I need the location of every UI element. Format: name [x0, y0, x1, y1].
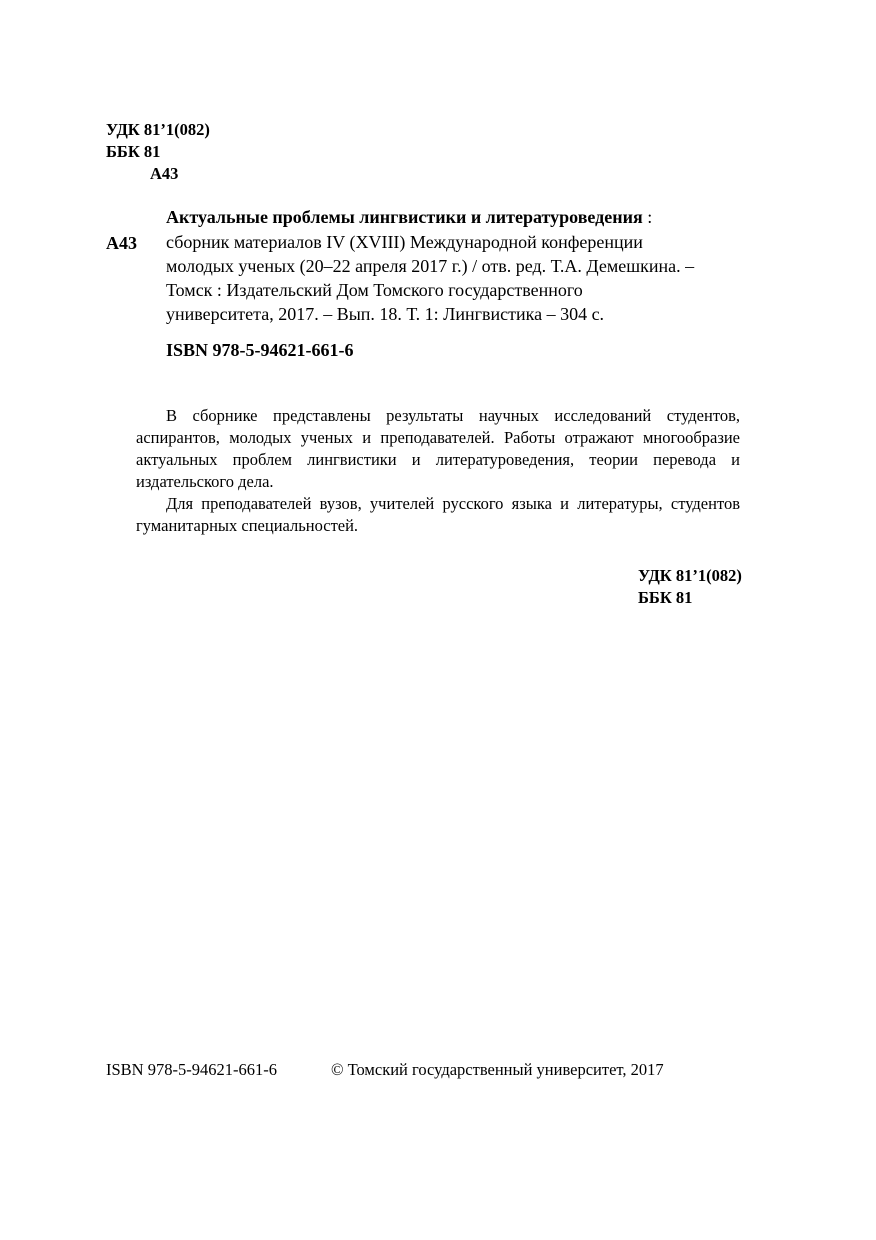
udk-code-bottom: УДК 81’1(082)	[638, 566, 742, 585]
book-title: Актуальные проблемы лингвистики и литературоведения	[166, 207, 643, 227]
biblio-line: сборник материалов IV (XVIII) Международной конференции	[166, 232, 643, 252]
footer-copyright: © Томский государственный университет, 2017	[331, 1060, 664, 1079]
annotation	[136, 405, 740, 537]
bbk-code-top: ББК 81	[106, 142, 161, 161]
bbk-code-bottom: ББК 81	[638, 588, 693, 607]
title-separator: :	[642, 207, 653, 227]
annotation-paragraph: Для преподавателей вузов, учителей русского языка и литературы, студентов гуманитарных специальностей.	[136, 494, 740, 535]
biblio-line: Томск : Издательский Дом Томского государственного	[166, 280, 583, 300]
author-mark-top: А43	[150, 164, 179, 183]
biblio-line: университета, 2017. – Вып. 18. Т. 1: Лингвистика – 304 с.	[166, 304, 605, 324]
udk-code-top: УДК 81’1(082)	[106, 120, 210, 139]
author-mark: А43	[106, 233, 137, 253]
book-title-line	[166, 206, 652, 229]
isbn-record: ISBN 978-5-94621-661-6	[166, 340, 354, 360]
footer-isbn: ISBN 978-5-94621-661-6	[106, 1060, 277, 1079]
biblio-line: молодых ученых (20–22 апреля 2017 г.) / отв. ред. Т.А. Демешкина. –	[166, 256, 695, 276]
annotation-paragraph: В сборнике представлены результаты научных исследований студентов, аспирантов, молодых ученых и преподавателей. Работы отражают многообразие актуальных проблем лингвистики и литературоведения, теории перевода и издательского дела.	[136, 406, 740, 491]
